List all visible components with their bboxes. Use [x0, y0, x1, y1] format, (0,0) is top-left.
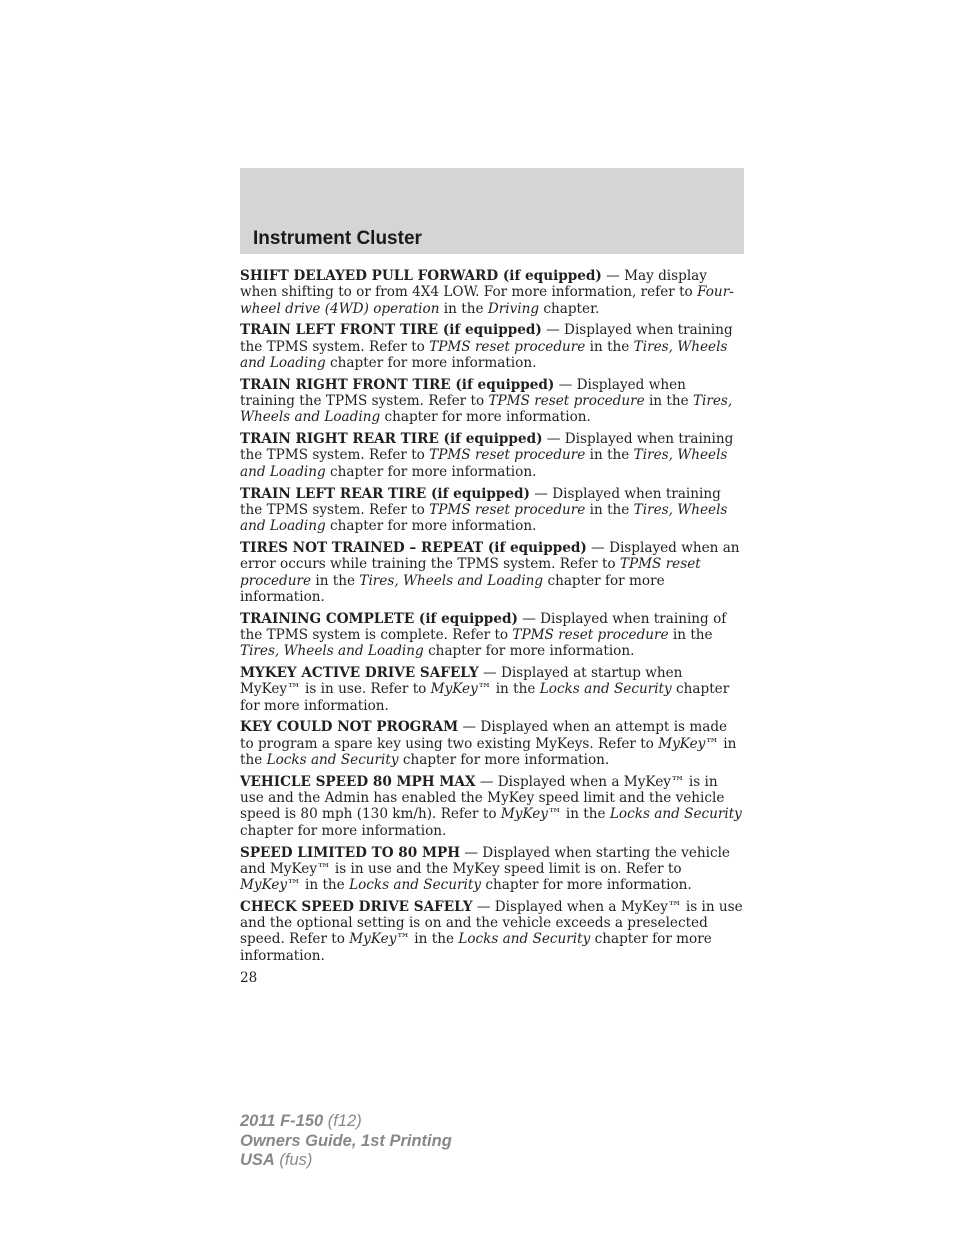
- message-entry: [240, 268, 744, 317]
- message-description: chapter for more information.: [325, 354, 537, 371]
- footer-model-code: (f12): [323, 1112, 362, 1130]
- message-description: — Displayed when training the TPMS system. Refer to: [240, 485, 721, 518]
- message-description: in the: [439, 300, 488, 317]
- message-entry: [240, 845, 744, 894]
- message-description: — Displayed when an error occurs while training the TPMS system. Refer to: [240, 539, 740, 573]
- cross-reference: Locks and Security: [266, 752, 399, 769]
- message-term: TRAIN LEFT REAR TIRE (if equipped): [240, 485, 530, 502]
- message-description: — Displayed at startup when MyKey™ is in use. Refer to: [240, 665, 683, 698]
- message-description: chapter for more information.: [398, 752, 610, 769]
- cross-reference: TPMS reset procedure: [429, 447, 586, 464]
- message-entry: [240, 774, 744, 839]
- cross-reference: Locks and Security: [458, 931, 591, 948]
- message-description: chapter for more information.: [325, 518, 537, 535]
- message-entry: [240, 486, 744, 535]
- message-term: TRAIN RIGHT FRONT TIRE (if equipped): [240, 376, 555, 393]
- message-entry: [240, 377, 744, 426]
- message-term: VEHICLE SPEED 80 MPH MAX: [240, 773, 476, 790]
- message-description: in the: [585, 338, 634, 355]
- message-entry: [240, 611, 744, 660]
- cross-reference: TPMS reset procedure: [240, 556, 701, 589]
- message-entry: [240, 431, 744, 480]
- message-term: CHECK SPEED DRIVE SAFELY: [240, 898, 473, 915]
- message-description: in the: [240, 735, 737, 769]
- message-description: — Displayed when training the TPMS system. Refer to: [240, 376, 686, 410]
- message-description: chapter for more information.: [423, 643, 635, 660]
- message-description: chapter for more information.: [240, 822, 447, 839]
- cross-reference: MyKey™: [430, 681, 492, 698]
- message-description: — Displayed when a MyKey™ is in use and the optional setting is on and the vehicle exceeds a preselected speed. Refer to: [240, 898, 743, 948]
- cross-reference: TPMS reset procedure: [429, 501, 586, 518]
- footer-market: USA: [240, 1151, 275, 1169]
- message-description: in the: [409, 931, 459, 948]
- cross-reference: Locks and Security: [349, 877, 482, 894]
- cross-reference: MyKey™: [658, 735, 719, 752]
- message-term: TRAINING COMPLETE (if equipped): [240, 610, 518, 627]
- message-description: — Displayed when starting the vehicle and MyKey™ is in use and the MyKey speed limit is on. Refer to: [240, 844, 730, 877]
- message-description: in the: [300, 877, 350, 894]
- message-description: — Displayed when a MyKey™ is in use and the Admin has enabled the MyKey speed limit and the vehicle speed is 80 mph (130 km/h). Refer to: [240, 773, 725, 823]
- cross-reference: Tires, Wheels and Loading: [240, 393, 733, 426]
- cross-reference: Four-wheel drive (4WD) operation: [240, 284, 734, 317]
- message-description: — Displayed when training of the TPMS system is complete. Refer to: [240, 610, 727, 643]
- message-term: MYKEY ACTIVE DRIVE SAFELY: [240, 665, 479, 682]
- cross-reference: Locks and Security: [609, 806, 742, 823]
- message-description: in the: [644, 393, 693, 410]
- message-description: in the: [311, 572, 360, 589]
- cross-reference: Tires, Wheels and Loading: [240, 447, 728, 480]
- message-entry: [240, 899, 744, 964]
- cross-reference: Tires, Wheels and Loading: [359, 572, 544, 589]
- message-description: chapter for more information.: [380, 409, 591, 426]
- message-description: in the: [561, 806, 610, 823]
- cross-reference: Locks and Security: [539, 681, 672, 698]
- page-content: [240, 268, 744, 986]
- cross-reference: TPMS reset procedure: [429, 338, 586, 355]
- cross-reference: Driving: [487, 300, 540, 317]
- cross-reference: TPMS reset procedure: [512, 626, 669, 643]
- message-description: chapter for more information.: [481, 877, 692, 894]
- message-description: chapter for more information.: [240, 681, 730, 714]
- footer-market-line: [240, 1151, 452, 1171]
- cross-reference: Tires, Wheels and Loading: [240, 338, 728, 371]
- message-term: KEY COULD NOT PROGRAM: [240, 719, 459, 736]
- document-footer: [240, 1112, 452, 1171]
- message-description: chapter for more information.: [240, 572, 665, 605]
- message-description: in the: [585, 501, 634, 518]
- message-term: TRAIN LEFT FRONT TIRE (if equipped): [240, 322, 542, 339]
- cross-reference: Tires, Wheels and Loading: [240, 501, 728, 535]
- message-description: — May display when shifting to or from 4X4 LOW. For more information, refer to: [240, 268, 707, 301]
- footer-model: 2011 F-150: [240, 1112, 324, 1130]
- section-header-band: [240, 168, 744, 254]
- message-description: — Displayed when training the TPMS system. Refer to: [240, 431, 734, 464]
- cross-reference: MyKey™: [500, 806, 562, 823]
- message-description: — Displayed when training the TPMS system. Refer to: [240, 322, 733, 355]
- footer-model-line: [240, 1112, 452, 1132]
- message-entry: [240, 719, 744, 768]
- section-title: Instrument Cluster: [253, 228, 422, 249]
- message-term: SHIFT DELAYED PULL FORWARD (if equipped): [240, 268, 602, 284]
- cross-reference: MyKey™: [349, 931, 410, 948]
- message-description: chapter for more information.: [240, 931, 712, 964]
- message-list: [240, 268, 744, 964]
- cross-reference: MyKey™: [240, 877, 301, 894]
- message-entry: [240, 322, 744, 371]
- message-term: TIRES NOT TRAINED – REPEAT (if equipped): [240, 539, 587, 556]
- message-description: chapter.: [539, 300, 600, 317]
- message-entry: [240, 540, 744, 605]
- footer-market-code: (fus): [274, 1151, 313, 1169]
- message-description: chapter for more information.: [325, 463, 537, 480]
- cross-reference: TPMS reset procedure: [488, 393, 645, 410]
- message-description: in the: [491, 681, 540, 698]
- message-description: — Displayed when an attempt is made to program a spare key using two existing MyKeys. Refer to: [240, 719, 728, 752]
- footer-guide-line: Owners Guide, 1st Printing: [240, 1131, 452, 1150]
- message-description: in the: [585, 447, 634, 464]
- message-term: TRAIN RIGHT REAR TIRE (if equipped): [240, 431, 543, 448]
- message-entry: [240, 665, 744, 714]
- page-number: 28: [240, 969, 258, 986]
- cross-reference: Tires, Wheels and Loading: [240, 643, 424, 660]
- message-description: in the: [668, 626, 713, 643]
- message-term: SPEED LIMITED TO 80 MPH: [240, 844, 461, 861]
